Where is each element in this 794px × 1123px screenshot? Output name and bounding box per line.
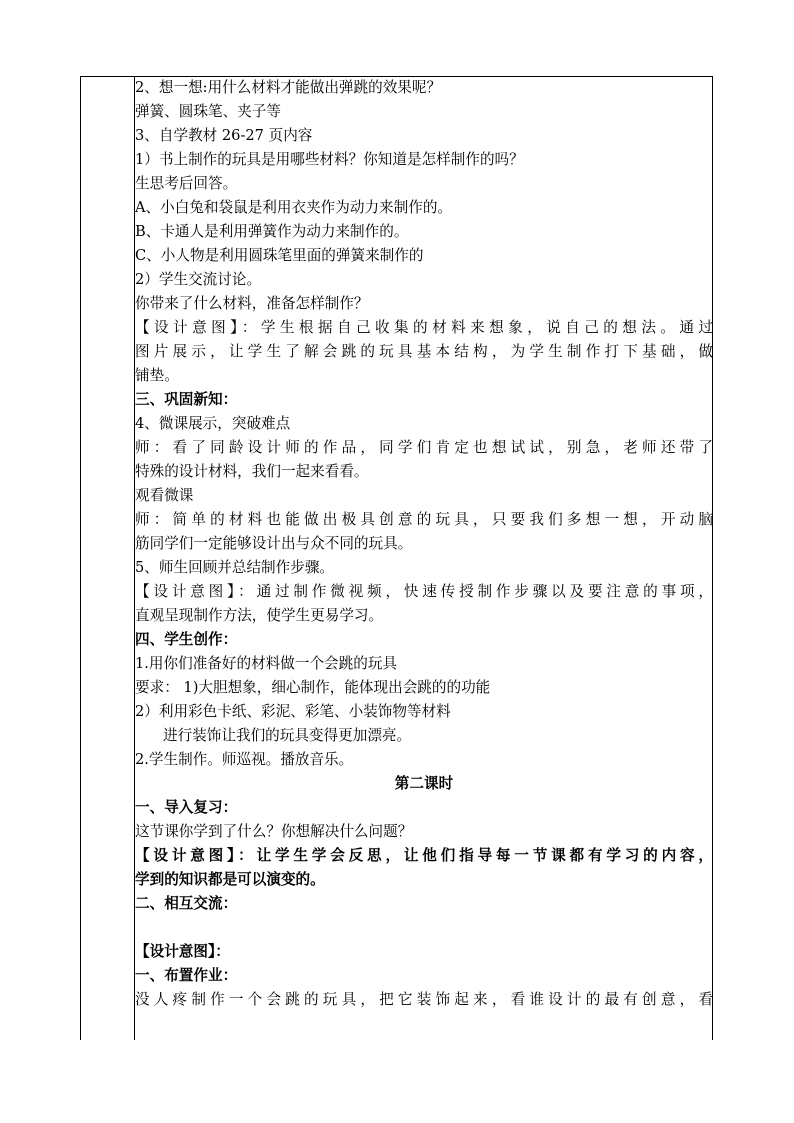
text-line: 3、自学教材 26-27 页内容 xyxy=(135,127,313,144)
text-line: 师：看了同龄设计师的作品，同学们肯定也想试试，别急，老师还带了 xyxy=(135,439,713,456)
text-line: 1）书上制作的玩具是用哪些材料？你知道是怎样制作的吗？ xyxy=(135,151,524,168)
text-line: 筋同学们一定能够设计出与众不同的玩具。 xyxy=(135,535,413,552)
text-line: A、小白兔和袋鼠是利用衣夹作为动力来制作的。 xyxy=(135,199,453,216)
text-line: 【设计意图】： xyxy=(135,943,230,960)
text-line: 二、相互交流： xyxy=(135,895,238,912)
text-line: 你带来了什么材料，准备怎样制作？ xyxy=(135,295,369,312)
text-line: 这节课你学到了什么？你想解决什么问题？ xyxy=(135,823,413,840)
text-line: 4、微课展示，突破难点 xyxy=(135,415,291,432)
text-line: 进行装饰让我们的玩具变得更加漂亮。 xyxy=(163,727,412,744)
text-line: 弹簧、圆珠笔、夹子等 xyxy=(135,103,281,120)
text-line: 特殊的设计材料，我们一起来看看。 xyxy=(135,463,369,480)
text-line: 【设计意图】：学生根据自己收集的材料来想象，说自己的想法。通过 xyxy=(135,319,713,336)
text-line: 图片展示，让学生了解会跳的玩具基本结构，为学生制作打下基础，做 xyxy=(135,343,713,360)
text-line: 2）学生交流讨论。 xyxy=(135,271,262,288)
text-line: 2）利用彩色卡纸、彩泥、彩笔、小装饰物等材料 xyxy=(135,703,451,720)
lesson-content-cell xyxy=(135,76,713,1012)
text-line: 第二课时 xyxy=(394,775,454,792)
text-line: 没人疼制作一个会跳的玩具，把它装饰起来，看谁设计的最有创意，看 xyxy=(135,991,713,1008)
text-line: 1.用你们准备好的材料做一个会跳的玩具 xyxy=(135,655,398,672)
text-line: 学到的知识都是可以演变的。 xyxy=(135,871,325,888)
text-line: 【设计意图】：让学生学会反思，让他们指导每一节课都有学习的内容， xyxy=(135,847,713,864)
text-line: 一、布置作业： xyxy=(135,967,238,984)
text-line: 5、师生回顾并总结制作步骤。 xyxy=(135,559,335,576)
text-line xyxy=(135,916,713,940)
text-line: B、卡通人是利用弹簧作为动力来制作的。 xyxy=(135,223,409,240)
text-line: 一、导入复习： xyxy=(135,799,238,816)
text-line: 三、巩固新知： xyxy=(135,391,238,408)
text-line: 观看微课 xyxy=(135,487,194,504)
text-line: 直观呈现制作方法，使学生更易学习。 xyxy=(135,607,384,624)
text-line: 【设计意图】：通过制作微视频，快速传授制作步骤以及要注意的事项， xyxy=(135,583,713,600)
text-line: 生思考后回答。 xyxy=(135,175,238,192)
text-line: C、小人物是利用圆珠笔里面的弹簧来制作的 xyxy=(135,247,424,264)
text-line: 要求： 1)大胆想象，细心制作，能体现出会跳的的功能 xyxy=(135,679,491,696)
text-line: 2.学生制作。师巡视。播放音乐。 xyxy=(135,751,354,768)
text-line: 2、想一想:用什么材料才能做出弹跳的效果呢？ xyxy=(135,79,442,96)
text-line: 师：简单的材料也能做出极具创意的玩具，只要我们多想一想，开动脑 xyxy=(135,511,713,528)
text-line: 铺垫。 xyxy=(135,367,179,384)
text-line: 四、学生创作： xyxy=(135,631,238,648)
